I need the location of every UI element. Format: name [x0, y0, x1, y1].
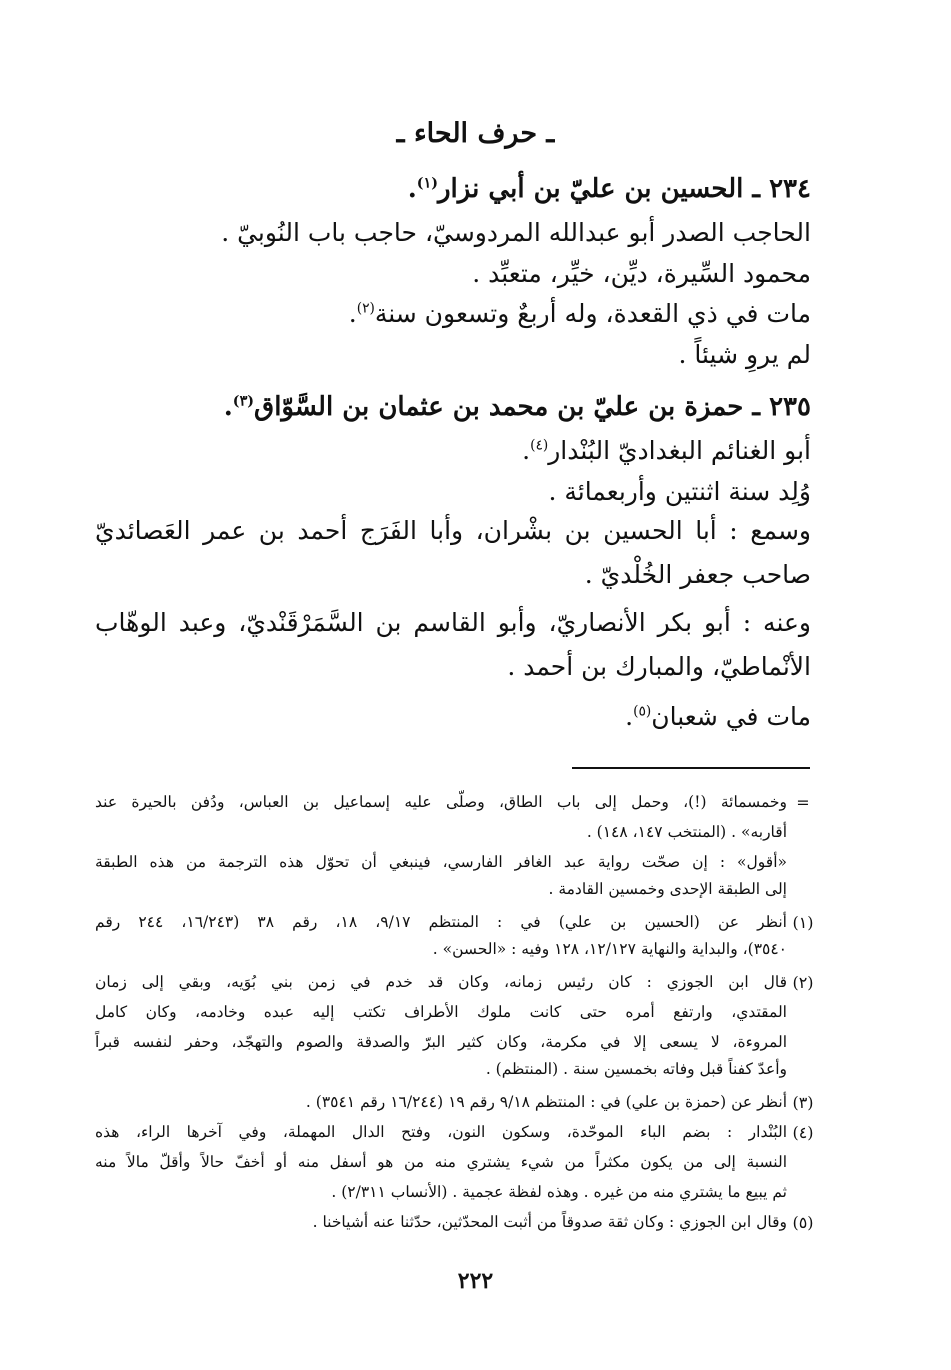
footnote-1-marker: (١) [792, 913, 814, 932]
entry-235-title-text: ٢٣٥ ـ حمزة بن عليّ بن محمد بن عثمان بن السَّوّاق [254, 392, 811, 422]
entry-235-line-3: وسمع : أبا الحسين بن بشْران، وأبا الفَرَج أحمد بن عمر العَصائديّ [95, 516, 811, 545]
footnote-continuation-line: وخمسمائة (!)، وحمل إلى باب الطاق، وصلّى عليه إسماعيل بن العباس، ودُفن بالحيرة عند [95, 793, 787, 811]
entry-235-line-7-end: . [625, 702, 634, 731]
entry-235-line-6: الأنْماطيّ، والمبارك بن أحمد . [507, 652, 811, 681]
footnote-4-marker: (٤) [792, 1123, 814, 1142]
footnote-continuation-line: «أقول» : إن صحّت رواية عبد الغافر الفارسي، فينبغي أن تحوّل هذه الترجمة من هذه الطبقة [95, 853, 787, 871]
section-heading: ـ حرف الحاء ـ [396, 118, 555, 149]
footnote-divider [572, 767, 810, 769]
footnote-4-line: ثم يبيع ما يشتري منه من غيره . وهذه لفظة عجمية . (الأنساب ٢/٣١١) . [331, 1183, 787, 1201]
footnote-4-line: البُنْدار : بضم الباء الموحّدة، وسكون النون، وفتح الدال المهملة، وفي آخرها الراء، هذه [95, 1123, 787, 1141]
footnote-2-marker: (٢) [792, 973, 814, 992]
footnote-continuation-line: أقاربه» . (المنتخب ١٤٧، ١٤٨) . [586, 823, 787, 841]
footnote-ref-5: (٥) [633, 703, 652, 720]
entry-235-line-7-text: مات في شعبان [651, 702, 811, 731]
entry-234-line-3-end: . [348, 299, 357, 328]
entry-235-title-end: . [223, 392, 233, 422]
footnote-2-line: المقتدي، وارتفع أمره حتى كانت ملوك الأطراف تكتب إليه عبده وخادمه، وكان كامل [95, 1003, 787, 1021]
entry-234-line-3-text: مات في ذي القعدة، وله أربعٌ وتسعون سنة [374, 299, 811, 328]
footnote-ref-2: (٢) [356, 300, 375, 317]
entry-234-line-1: الحاجب الصدر أبو عبدالله المردوسيّ، حاجب باب النُوبيّ . [221, 218, 811, 247]
footnote-ref-1: (١) [416, 175, 438, 192]
entry-234-line-2: محمود السِّيرة، ديِّن، خيِّر، متعبِّد . [472, 259, 811, 288]
footnote-ref-4: (٤) [530, 437, 549, 454]
entry-235-line-1 [522, 436, 811, 465]
footnote-3-line: أنظر عن (حمزة بن علي) في : المنتظم ٩/١٨ رقم ١٩ (١٦/٢٤٤ رقم ٣٥٤١) . [305, 1093, 787, 1111]
footnote-3-marker: (٣) [792, 1093, 814, 1112]
entry-235-line-2: وُلِد سنة اثنتين وأربعمائة . [548, 477, 811, 506]
footnote-2-line: قال ابن الجوزي : كان رئيس زمانه، وكان قد خدم في زمن بني بُوَيه، وبقي إلى زمان [95, 973, 787, 991]
footnote-ref-3: (٣) [232, 393, 255, 410]
entry-234-title-end: . [407, 174, 417, 204]
entry-234-line-4: لم يروِ شيئاً . [678, 340, 811, 369]
footnote-1-line: أنظر عن (الحسين بن علي) في : المنتظم ٩/١٧، ١٨، رقم ٣٨ (١٦/٢٤٣، ٢٤٤ رقم [95, 913, 787, 931]
entry-234-title-text: ٢٣٤ ـ الحسين بن عليّ بن أبي نزار [438, 174, 811, 204]
footnote-5-marker: (٥) [792, 1213, 814, 1232]
entry-234-line-3 [349, 299, 811, 328]
entry-235-line-1-end: . [522, 436, 531, 465]
entry-235-line-7 [625, 702, 811, 731]
entry-235-line-1-text: أبو الغنائم البغداديّ البُنْدار [548, 436, 811, 465]
entry-234-title [408, 174, 811, 204]
entry-235-line-5: وعنه : أبو بكر الأنصاريّ، وأبو القاسم بن السَّمَرْقَنْديّ، وعبد الوهّاب [95, 608, 811, 637]
footnote-4-line: النسبة إلى من يكون مكثراً من شيء يشتري منه من هو أسفل منه أو أخفّ حالاً وأقلّ مالاً منه [95, 1153, 787, 1171]
footnote-continuation-marker: = [796, 793, 810, 812]
page-number: ٢٢٢ [457, 1268, 494, 1294]
footnote-1-line: ٣٥٤٠)، والبداية والنهاية ١٢/١٢٧، ١٢٨ وفيه : «الحسن» . [432, 940, 787, 958]
footnote-2-line: وأعدّ كفناً قبل وفاته بخمسين سنة . (المنتظم) . [485, 1060, 787, 1078]
entry-235-title [224, 392, 811, 422]
footnote-5-line: وقال ابن الجوزي : وكان ثقة صدوقاً من أثبت المحدّثين، حدّثنا عنه أشياخنا . [312, 1213, 787, 1231]
footnote-2-line: المروءة، لا يسعى إلا في مكرمة، وكان كثير البرّ والصدقة والصوم والتهجّد، وحفر لنفسه قبراً [95, 1033, 787, 1051]
entry-235-line-4: صاحب جعفر الخُلْديّ . [584, 560, 811, 589]
footnote-continuation-line: إلى الطبقة الإحدى وخمسين القادمة . [548, 880, 787, 898]
